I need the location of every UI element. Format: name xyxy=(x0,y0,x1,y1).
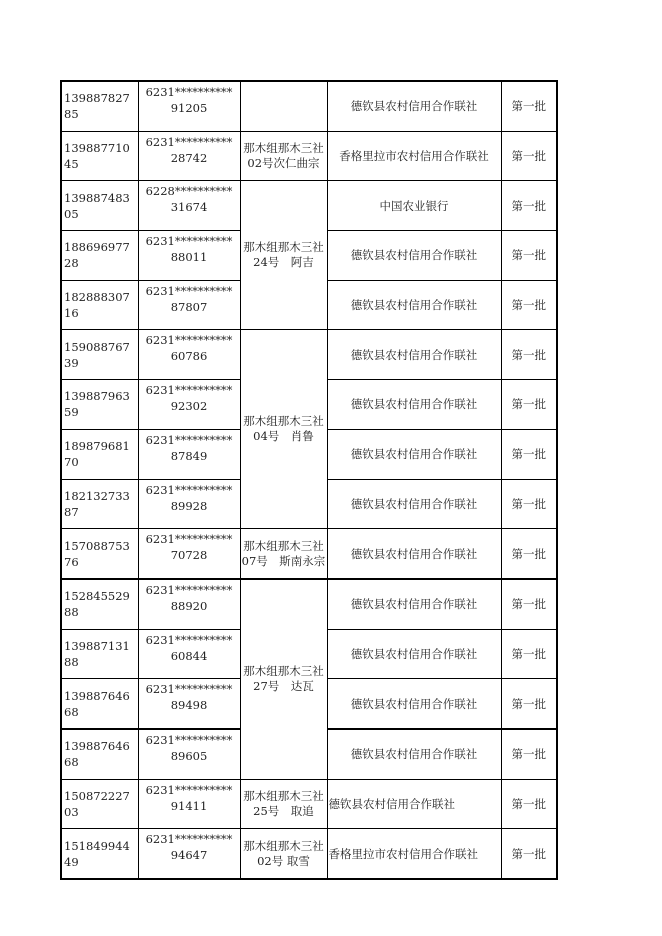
card-number-part: 88011 xyxy=(170,250,208,265)
card-number-cell xyxy=(138,280,240,330)
address-cell: 那木组那木三社02号次仁曲宗 xyxy=(240,131,327,181)
address-cell: 那木组那木三社07号 斯南永宗 xyxy=(240,529,327,579)
card-number-cell xyxy=(138,181,240,231)
phone-cell: 15708875376 xyxy=(61,529,138,579)
bank-cell: 德钦县农村信用合作联社 xyxy=(327,779,501,829)
bank-cell: 德钦县农村信用合作联社 xyxy=(327,380,501,430)
bank-cell: 德钦县农村信用合作联社 xyxy=(327,629,501,679)
card-number-cell xyxy=(138,81,240,131)
card-number-part: 89605 xyxy=(170,748,208,763)
bank-cell: 中国农业银行 xyxy=(327,181,501,231)
batch-cell: 第一批 xyxy=(501,231,557,281)
card-number-part: 6231********** xyxy=(145,134,233,149)
table-row xyxy=(61,131,557,181)
batch-cell: 第一批 xyxy=(501,729,557,779)
batch-cell: 第一批 xyxy=(501,779,557,829)
card-number-part: 6231********** xyxy=(145,283,233,298)
card-number-part: 6231********** xyxy=(145,532,233,547)
card-number-part: 31674 xyxy=(170,200,208,215)
batch-cell: 第一批 xyxy=(501,181,557,231)
phone-cell: 18213273387 xyxy=(61,479,138,529)
card-number-part: 87807 xyxy=(170,299,208,314)
phone-cell: 13988764668 xyxy=(61,679,138,729)
bank-cell: 德钦县农村信用合作联社 xyxy=(327,579,501,629)
card-number-cell xyxy=(138,679,240,729)
bank-cell: 德钦县农村信用合作联社 xyxy=(327,330,501,380)
address-cell: 那木组那木三社04号 肖鲁 xyxy=(240,330,327,529)
phone-cell: 18869697728 xyxy=(61,231,138,281)
phone-cell: 13988713188 xyxy=(61,629,138,679)
batch-cell: 第一批 xyxy=(501,579,557,629)
batch-cell: 第一批 xyxy=(501,679,557,729)
table-row xyxy=(61,529,557,579)
phone-cell: 13988771045 xyxy=(61,131,138,181)
card-number-part: 6231********** xyxy=(145,732,233,747)
card-number-cell xyxy=(138,231,240,281)
card-number-part: 28742 xyxy=(170,150,208,165)
bank-cell: 德钦县农村信用合作联社 xyxy=(327,479,501,529)
card-number-part: 6231********** xyxy=(145,234,233,249)
phone-cell: 13988764668 xyxy=(61,729,138,779)
table-row xyxy=(61,81,557,131)
batch-cell: 第一批 xyxy=(501,81,557,131)
card-number-cell xyxy=(138,779,240,829)
card-number-part: 94647 xyxy=(170,848,208,863)
card-number-part: 6231********** xyxy=(145,632,233,647)
card-number-part: 6231********** xyxy=(145,782,233,797)
phone-cell: 13988748305 xyxy=(61,181,138,231)
phone-cell: 15908876739 xyxy=(61,330,138,380)
bank-cell: 德钦县农村信用合作联社 xyxy=(327,231,501,281)
phone-cell: 13988796359 xyxy=(61,380,138,430)
bank-cell: 德钦县农村信用合作联社 xyxy=(327,679,501,729)
card-number-cell xyxy=(138,429,240,479)
card-number-cell xyxy=(138,330,240,380)
phone-cell: 15284552988 xyxy=(61,579,138,629)
card-number-cell xyxy=(138,380,240,430)
batch-cell: 第一批 xyxy=(501,829,557,879)
card-number-part: 6231********** xyxy=(145,333,233,348)
card-number-part: 6231********** xyxy=(145,582,233,597)
address-cell: 那木组那木三社27号 达瓦 xyxy=(240,579,327,779)
batch-cell: 第一批 xyxy=(501,429,557,479)
card-number-cell xyxy=(138,729,240,779)
card-number-part: 60786 xyxy=(170,349,208,364)
card-number-part: 89928 xyxy=(170,498,208,513)
card-number-part: 6231********** xyxy=(145,832,233,847)
card-number-part: 87849 xyxy=(170,448,208,463)
card-number-part: 89498 xyxy=(170,698,208,713)
card-number-part: 6231********** xyxy=(145,432,233,447)
batch-cell: 第一批 xyxy=(501,280,557,330)
batch-cell: 第一批 xyxy=(501,380,557,430)
table-row xyxy=(61,181,557,231)
card-number-cell xyxy=(138,131,240,181)
card-number-part: 6231********** xyxy=(145,482,233,497)
card-number-part: 70728 xyxy=(170,548,208,563)
card-number-part: 91205 xyxy=(170,101,208,115)
batch-cell: 第一批 xyxy=(501,629,557,679)
table-row xyxy=(61,330,557,380)
bank-cell: 德钦县农村信用合作联社 xyxy=(327,429,501,479)
beneficiary-table xyxy=(60,80,558,880)
card-number-cell xyxy=(138,629,240,679)
card-number-cell xyxy=(138,579,240,629)
phone-cell: 18987968170 xyxy=(61,429,138,479)
card-number-part: 6231********** xyxy=(145,682,233,697)
card-number-part: 6231********** xyxy=(145,383,233,398)
card-number-part: 6231********** xyxy=(145,85,233,99)
table-row xyxy=(61,779,557,829)
address-cell: 那木组那木三社25号 取追 xyxy=(240,779,327,829)
bank-cell: 德钦县农村信用合作联社 xyxy=(327,729,501,779)
phone-cell: 13988782785 xyxy=(61,81,138,131)
bank-cell: 德钦县农村信用合作联社 xyxy=(327,280,501,330)
card-number-part: 6228********** xyxy=(145,184,233,199)
phone-cell: 18288830716 xyxy=(61,280,138,330)
phone-cell: 15184994449 xyxy=(61,829,138,879)
batch-cell: 第一批 xyxy=(501,330,557,380)
bank-cell: 香格里拉市农村信用合作联社 xyxy=(327,829,501,879)
bank-cell: 德钦县农村信用合作联社 xyxy=(327,81,501,131)
bank-cell: 香格里拉市农村信用合作联社 xyxy=(327,131,501,181)
table-row xyxy=(61,829,557,879)
card-number-cell xyxy=(138,479,240,529)
card-number-cell xyxy=(138,529,240,579)
card-number-part: 92302 xyxy=(170,399,208,414)
card-number-part: 91411 xyxy=(170,798,208,813)
card-number-part: 60844 xyxy=(170,648,208,663)
address-cell: 那木组那木三社02号 取雪 xyxy=(240,829,327,879)
address-cell xyxy=(240,81,327,131)
table-row xyxy=(61,579,557,629)
batch-cell: 第一批 xyxy=(501,529,557,579)
card-number-part: 88920 xyxy=(170,598,208,613)
bank-cell: 德钦县农村信用合作联社 xyxy=(327,529,501,579)
phone-cell: 15087222703 xyxy=(61,779,138,829)
card-number-cell xyxy=(138,829,240,879)
address-cell: 那木组那木三社24号 阿吉 xyxy=(240,181,327,330)
batch-cell: 第一批 xyxy=(501,479,557,529)
batch-cell: 第一批 xyxy=(501,131,557,181)
